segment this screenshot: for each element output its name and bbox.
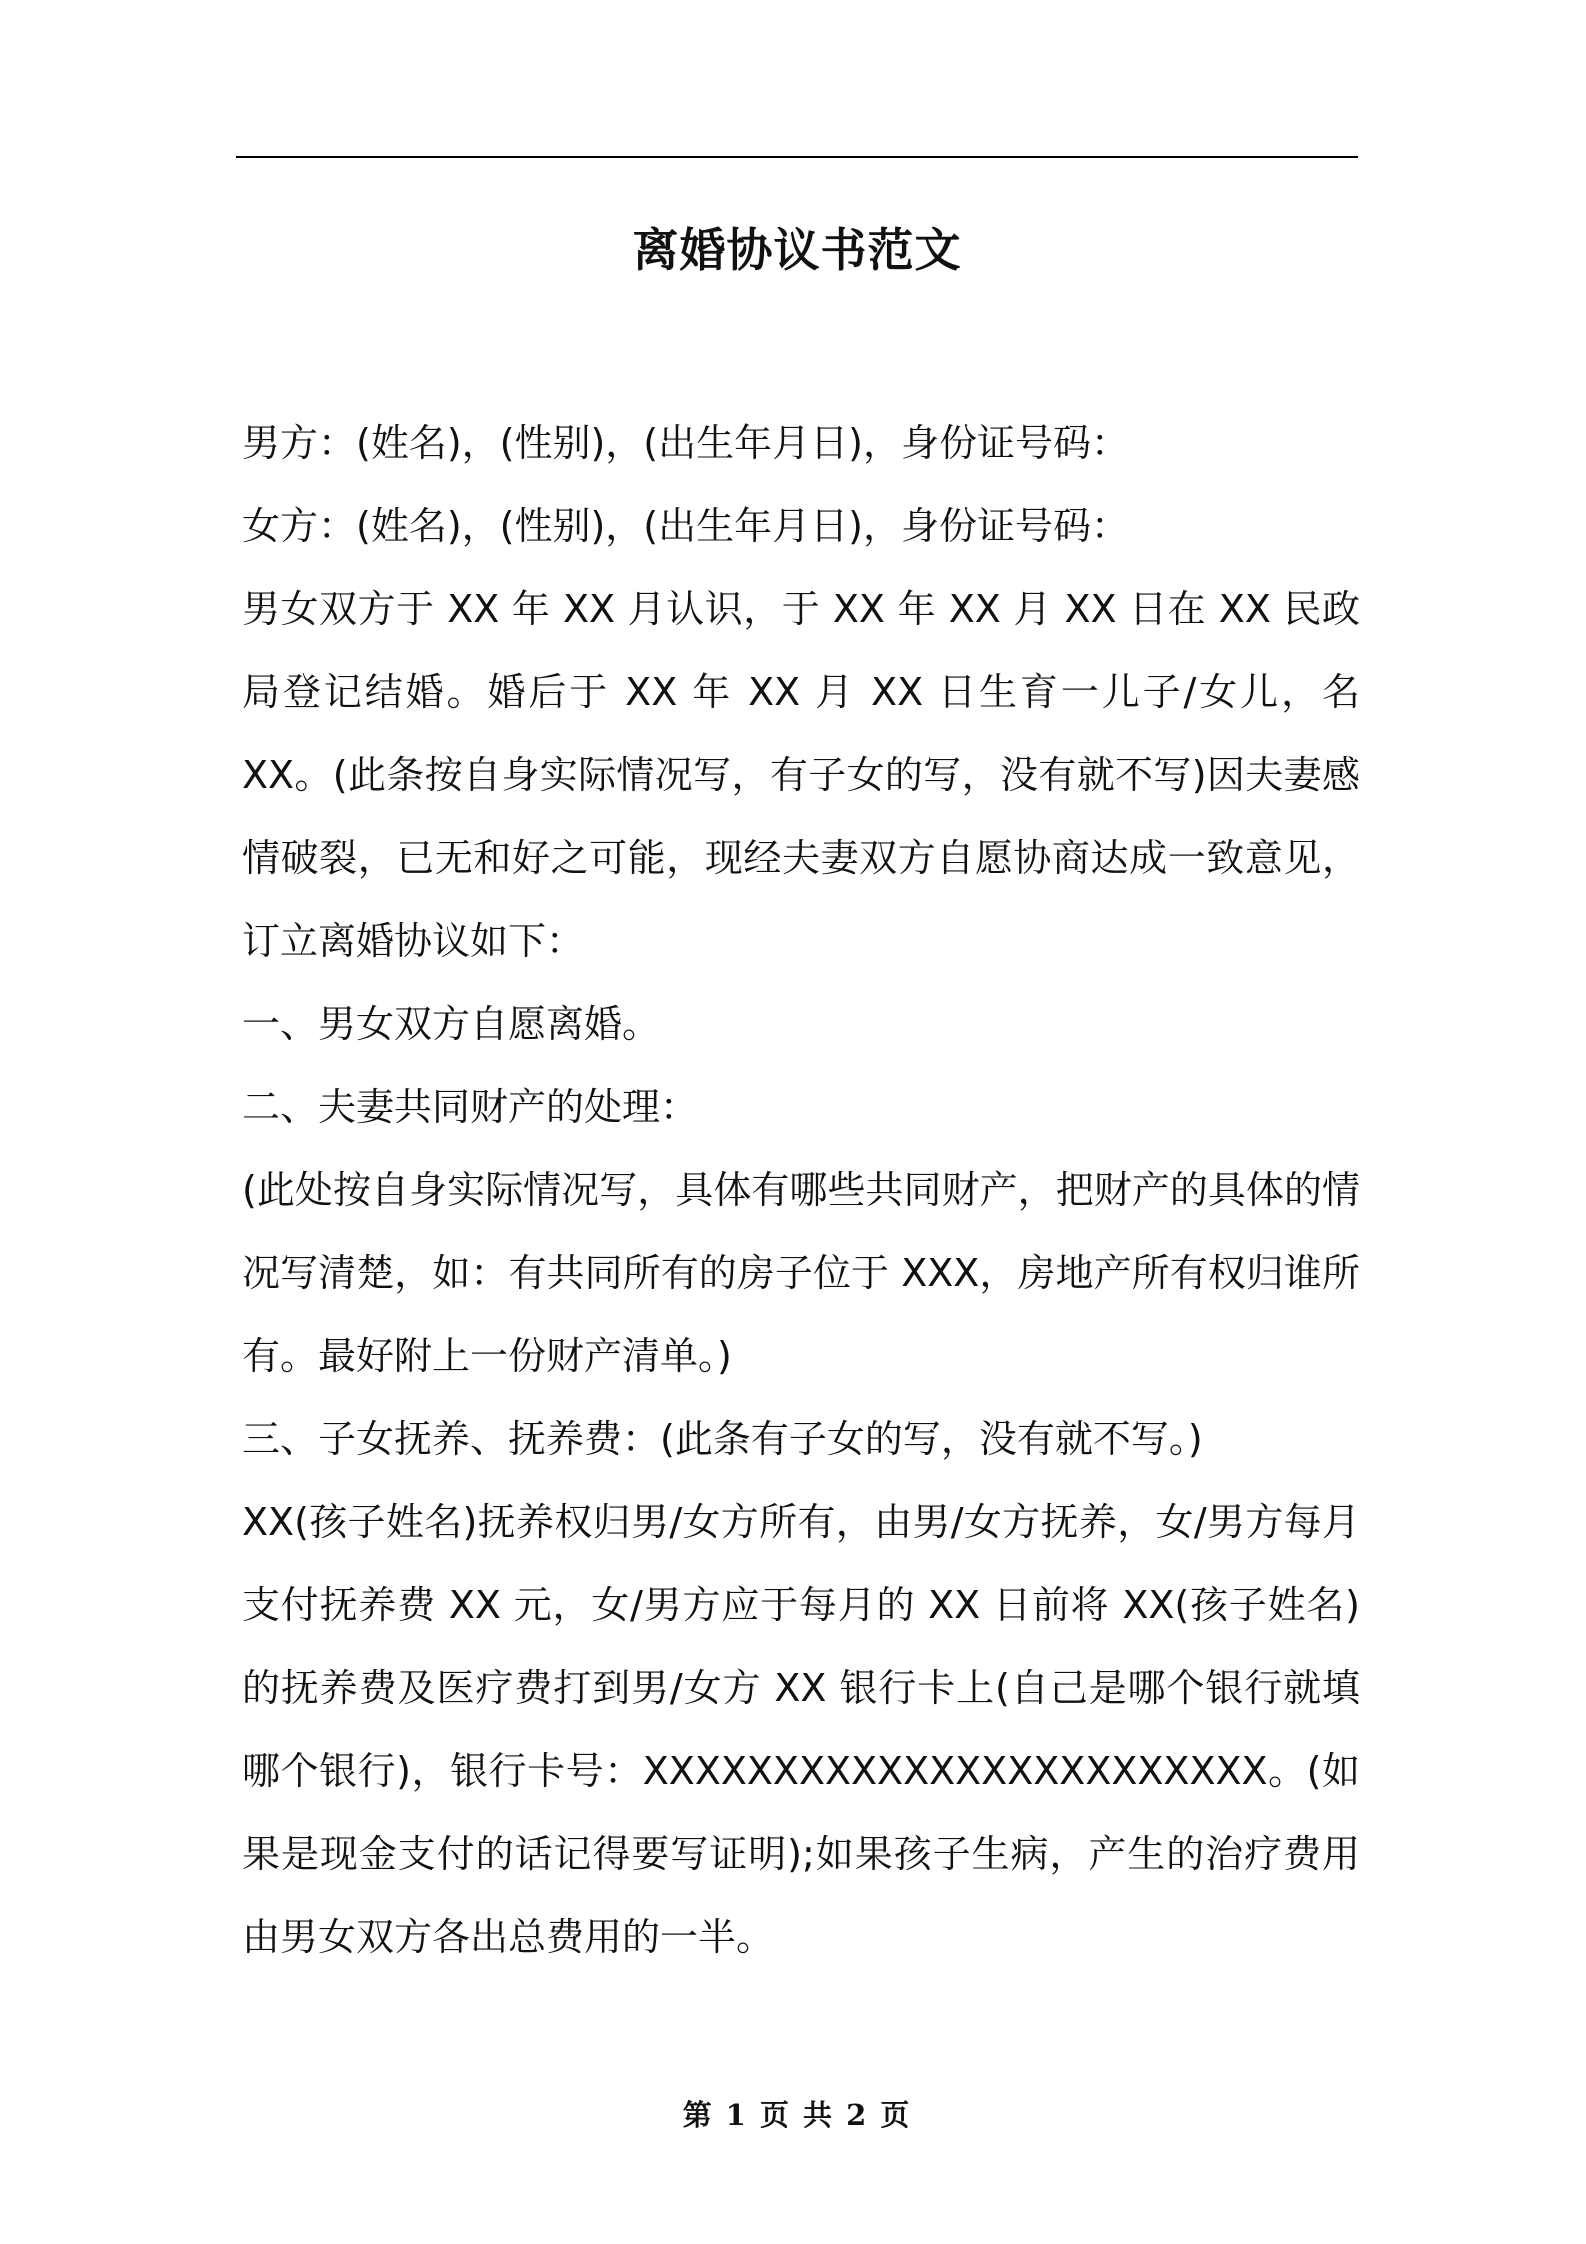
clause-1-heading: 一、男女双方自愿离婚。 xyxy=(242,1002,661,1046)
header-rule xyxy=(236,156,1358,158)
clause-2-heading: 二、夫妻共同财产的处理： xyxy=(242,1085,699,1129)
page-number-footer: 第 1 页 共 2 页 xyxy=(682,2098,912,2132)
clause-3-body: XX(孩子姓名)抚养权归男/女方所有，由男/女方抚养，女/男方每月支付抚养费 XX 元，女/男方应于每月的 XX 日前将 XX(孩子姓名)的抚养费及医疗费打到男/女方 XX 银行卡上(自己是哪个银行就填哪个银行)，银行卡号：XXXXXXXXXXXXXXXXXXXXXXXX。(如果是现金支付的话记得要写证明);如果孩子生病，产生的治疗费用由男女双方各出总费用的一半。 xyxy=(242,1500,1360,1959)
clause-3-heading: 三、子女抚养、抚养费：(此条有子女的写，没有就不写。) xyxy=(242,1417,1203,1461)
female-party-line: 女方：(姓名)，(性别)，(出生年月日)，身份证号码： xyxy=(242,504,1129,548)
document-title: 离婚协议书范文 xyxy=(632,223,962,277)
document-body xyxy=(242,402,1360,1979)
male-party-line: 男方：(姓名)，(性别)，(出生年月日)，身份证号码： xyxy=(242,421,1129,465)
preamble-paragraph: 男女双方于 XX 年 XX 月认识，于 XX 年 XX 月 XX 日在 XX 民政局登记结婚。婚后于 XX 年 XX 月 XX 日生育一儿子/女儿，名 XX。(此条按自身实际情况写，有子女的写，没有就不写)因夫妻感情破裂，已无和好之可能，现经夫妻双方自愿协商达成一致意见，订立离婚协议如下： xyxy=(242,587,1360,963)
clause-2-body: (此处按自身实际情况写，具体有哪些共同财产，把财产的具体的情况写清楚，如：有共同所有的房子位于 XXX，房地产所有权归谁所有。最好附上一份财产清单。) xyxy=(242,1168,1360,1378)
